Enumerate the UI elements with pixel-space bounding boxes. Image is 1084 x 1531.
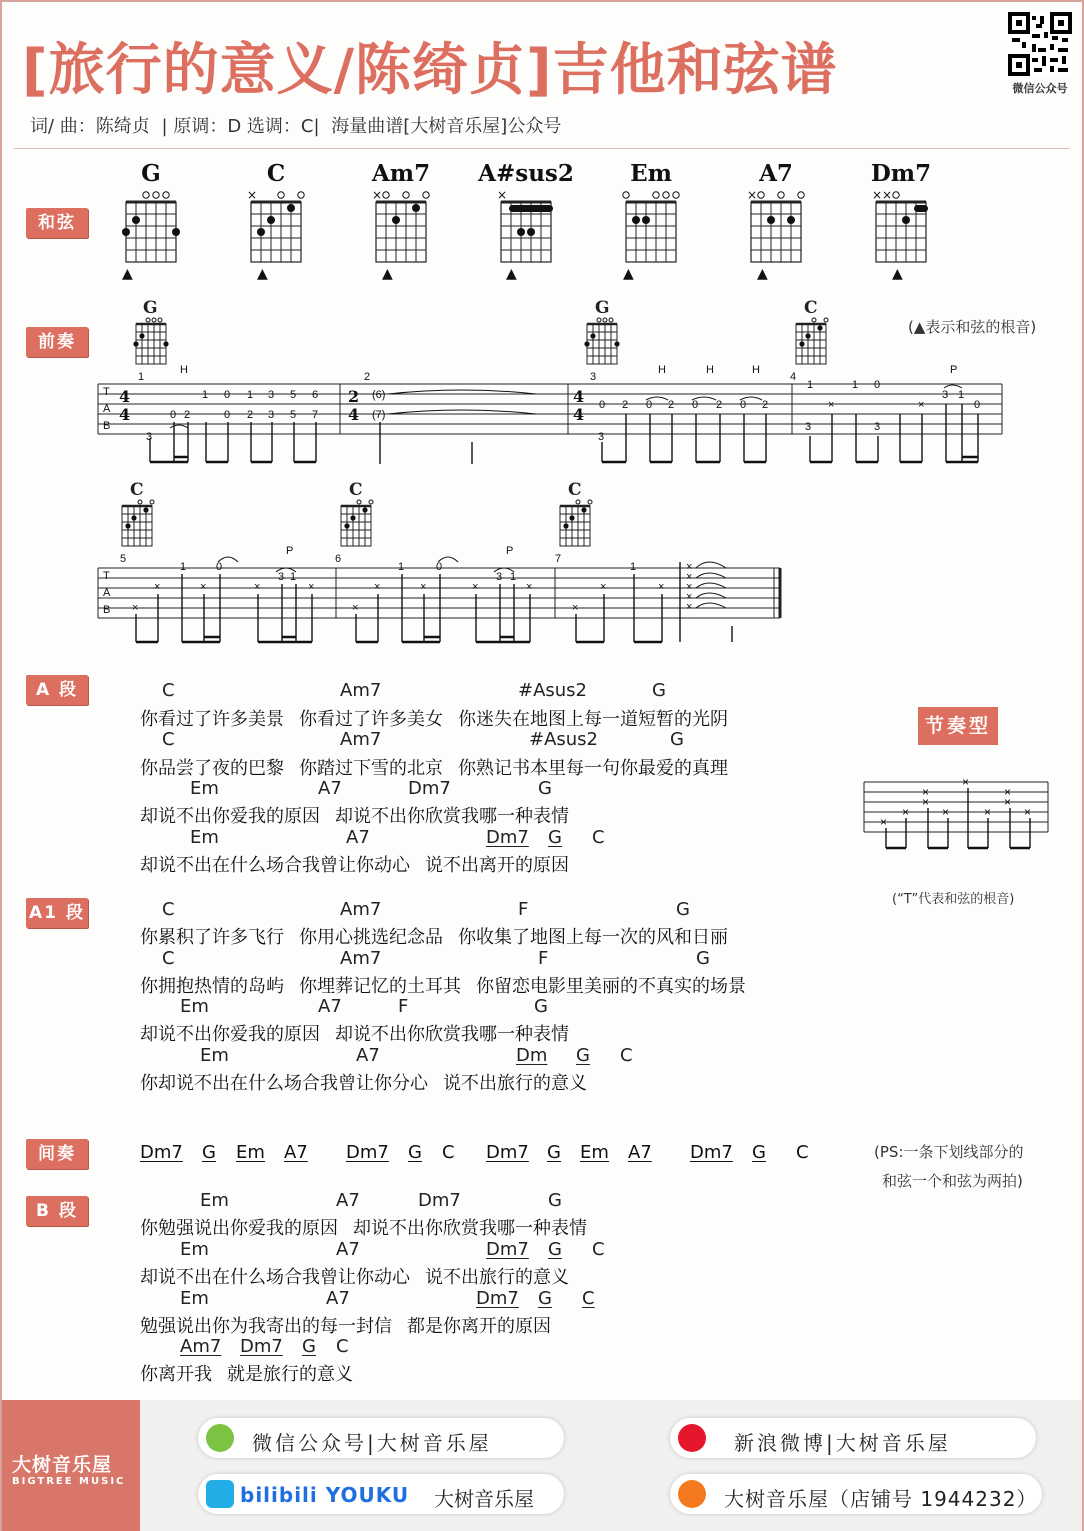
- lyric-line: 你品尝了夜的巴黎 你踏过下雪的北京 你熟记书本里每一句你最爱的真理: [140, 758, 729, 778]
- svg-text:P: P: [286, 545, 294, 557]
- svg-text:A: A: [103, 403, 111, 415]
- svg-text:0: 0: [740, 399, 747, 411]
- shop-link[interactable]: [670, 1474, 1042, 1514]
- chord-label: F: [538, 948, 549, 969]
- svg-text:×: ×: [686, 591, 693, 603]
- svg-text:×: ×: [922, 795, 930, 809]
- chord-label: Dm: [516, 1045, 548, 1066]
- svg-text:×: ×: [962, 775, 970, 789]
- chord-name: A#sus2: [478, 160, 574, 187]
- svg-text:T: T: [103, 386, 110, 398]
- time-sig: 4: [348, 405, 360, 424]
- weibo-icon: [678, 1424, 706, 1452]
- svg-text:×: ×: [374, 581, 381, 593]
- chord-label: Dm7: [486, 827, 529, 848]
- lyric-line: 你看过了许多美景 你看过了许多美女 你迷失在地图上每一道短暂的光阴: [140, 709, 729, 729]
- chord-label: Am7: [340, 729, 382, 750]
- svg-text:×: ×: [686, 571, 693, 583]
- brand-logo: [2, 1400, 140, 1531]
- chord-label: Em: [180, 1288, 209, 1309]
- measure-number: 5: [120, 553, 127, 565]
- chord-label: C: [162, 729, 175, 750]
- chord-label: G: [538, 778, 552, 799]
- qr-caption: 微信公众号: [1012, 82, 1068, 95]
- root-marker: ▲: [257, 266, 268, 282]
- svg-text:5: 5: [290, 389, 297, 401]
- chord-label: C: [582, 1288, 595, 1309]
- chord-label: Dm7: [486, 1142, 529, 1163]
- intro-chord-label: C: [804, 298, 818, 318]
- page-title: [旅行的意义/陈绮贞]吉他和弦谱: [22, 38, 838, 103]
- svg-text:H: H: [180, 364, 188, 376]
- lyric-line: 你拥抱热情的岛屿 你埋葬记忆的土耳其 你留恋电影里美丽的不真实的场景: [140, 976, 747, 996]
- svg-text:×: ×: [872, 188, 883, 202]
- chord-name: C: [266, 160, 286, 187]
- source-text: 海量曲谱[大树音乐屋]公众号: [331, 116, 562, 137]
- tab-chord-label: C: [349, 480, 363, 500]
- svg-text:2: 2: [668, 399, 675, 411]
- lyric-line: 你累积了许多飞行 你用心挑选纪念品 你收集了地图上每一次的风和日丽: [140, 927, 729, 947]
- svg-text:×: ×: [686, 561, 693, 573]
- svg-text:(7): (7): [372, 409, 386, 421]
- chord-label: G: [538, 1288, 552, 1309]
- section-label-a1: A1 段: [26, 898, 88, 928]
- chord-label: #Asus2: [529, 729, 599, 750]
- svg-text:0: 0: [216, 561, 223, 573]
- chord-name: Dm7: [870, 160, 932, 187]
- video-name-text: 大树音乐屋: [434, 1487, 534, 1511]
- chord-label: Am7: [340, 899, 382, 920]
- svg-text:×: ×: [420, 581, 427, 593]
- tab-chord-label: C: [568, 480, 582, 500]
- chord-name: Am7: [371, 160, 431, 187]
- svg-text:×: ×: [922, 785, 930, 799]
- svg-text:×: ×: [572, 602, 579, 614]
- svg-text:×: ×: [472, 581, 479, 593]
- svg-text:3: 3: [146, 431, 153, 443]
- svg-text:1: 1: [852, 379, 859, 391]
- root-marker: ▲: [623, 266, 634, 282]
- tab-chord-label: C: [130, 480, 144, 500]
- ps-note: [874, 1138, 1064, 1196]
- svg-text:3: 3: [874, 421, 881, 433]
- lyric-line: 却说不出在什么场合我曾让你动心 说不出离开的原因: [140, 855, 570, 875]
- chord-label: Em: [200, 1045, 229, 1066]
- intro-chord-label: G: [143, 298, 158, 318]
- chord-label: A7: [318, 996, 342, 1017]
- chord-label: G: [548, 827, 562, 848]
- svg-text:3: 3: [268, 409, 275, 421]
- svg-text:1: 1: [290, 571, 297, 583]
- chord-label: A7: [336, 1190, 360, 1211]
- root-marker: ▲: [757, 266, 768, 282]
- svg-text:×: ×: [497, 188, 508, 202]
- chord-label: Dm7: [240, 1336, 283, 1357]
- svg-text:0: 0: [974, 399, 981, 411]
- svg-text:×: ×: [200, 581, 207, 593]
- chord-label: C: [620, 1045, 633, 1066]
- shop-text: 大树音乐屋（店铺号 1944232）: [724, 1487, 1038, 1511]
- svg-text:×: ×: [658, 581, 665, 593]
- measure-number: 1: [138, 371, 145, 383]
- svg-text:0: 0: [170, 409, 177, 421]
- svg-text:2: 2: [184, 409, 191, 421]
- chord-label: A7: [326, 1288, 350, 1309]
- svg-text:0: 0: [599, 399, 606, 411]
- t-note: (“T”代表和弦的根音): [892, 892, 1015, 907]
- time-sig: 4: [573, 387, 585, 406]
- chord-label: G: [548, 1190, 562, 1211]
- lyric-line: 却说不出在什么场合我曾让你动心 说不出旅行的意义: [140, 1267, 570, 1287]
- svg-text:6: 6: [312, 389, 319, 401]
- lyric-line: 勉强说出你为我寄出的每一封信 都是你离开的原因: [140, 1316, 552, 1336]
- svg-text:1: 1: [630, 561, 637, 573]
- section-label-a: A 段: [26, 675, 88, 705]
- chord-label: Em: [180, 996, 209, 1017]
- svg-text:1: 1: [247, 389, 254, 401]
- footer: [2, 1400, 1082, 1531]
- svg-text:2: 2: [716, 399, 723, 411]
- chord-label: G: [202, 1142, 216, 1163]
- lyric-line: 你勉强说出你爱我的原因 却说不出你欣赏我哪一种表情: [140, 1218, 588, 1238]
- svg-text:×: ×: [1024, 805, 1032, 819]
- root-marker: ▲: [506, 266, 517, 282]
- chord-label: C: [162, 948, 175, 969]
- svg-text:×: ×: [686, 581, 693, 593]
- bilibili-icon: [206, 1480, 234, 1508]
- chord-label: Em: [190, 827, 219, 848]
- chord-label: G: [548, 1239, 562, 1260]
- logo-text: 大树音乐屋: [12, 1454, 113, 1476]
- chord-label: Dm7: [476, 1288, 519, 1309]
- svg-text:0: 0: [436, 561, 443, 573]
- chord-label: Dm7: [486, 1239, 529, 1260]
- logo-subtext: BIGTREE MUSIC: [12, 1476, 126, 1487]
- chord-label: G: [652, 680, 666, 701]
- chord-label: Am7: [340, 948, 382, 969]
- svg-text:×: ×: [747, 188, 758, 202]
- svg-text:0: 0: [646, 399, 653, 411]
- chord-label: G: [676, 899, 690, 920]
- time-sig: 4: [119, 405, 131, 424]
- chord-label: C: [592, 827, 605, 848]
- ps-note-line: 和弦一个和弦为两拍): [882, 1172, 1023, 1190]
- svg-text:×: ×: [526, 581, 533, 593]
- svg-text:0: 0: [224, 389, 231, 401]
- svg-text:×: ×: [902, 805, 910, 819]
- svg-text:1: 1: [807, 379, 814, 391]
- measure-number: 7: [555, 553, 562, 565]
- svg-text:B: B: [103, 604, 111, 616]
- svg-text:3: 3: [496, 571, 503, 583]
- chord-label: G: [408, 1142, 422, 1163]
- section-label-b: B 段: [26, 1196, 88, 1226]
- chord-name: G: [141, 160, 161, 187]
- svg-text:×: ×: [352, 602, 359, 614]
- weibo-link[interactable]: [670, 1418, 1036, 1458]
- svg-text:×: ×: [600, 581, 607, 593]
- svg-text:1: 1: [510, 571, 517, 583]
- chord-label: Em: [236, 1142, 265, 1163]
- intro-chord-label: G: [595, 298, 610, 318]
- svg-text:1: 1: [202, 389, 209, 401]
- key-text: | 原调：D 选调：C|: [161, 116, 320, 137]
- chord-label: G: [670, 729, 684, 750]
- lyric-line: 你却说不出在什么场合我曾让你分心 说不出旅行的意义: [140, 1073, 588, 1093]
- svg-text:0: 0: [874, 379, 881, 391]
- video-brands-text: bilibili YOUKU: [240, 1483, 410, 1507]
- svg-text:0: 0: [692, 399, 699, 411]
- svg-text:2: 2: [622, 399, 629, 411]
- chord-label: Dm7: [346, 1142, 389, 1163]
- wechat-text: 微信公众号|大树音乐屋: [252, 1431, 492, 1455]
- root-marker: ▲: [892, 266, 903, 282]
- taobao-icon: [678, 1480, 706, 1508]
- lyric-line: 却说不出你爱我的原因 却说不出你欣赏我哪一种表情: [140, 806, 570, 826]
- svg-text:×: ×: [132, 602, 139, 614]
- svg-text:×: ×: [984, 805, 992, 819]
- svg-text:3: 3: [805, 421, 812, 433]
- lyric-line: 却说不出你爱我的原因 却说不出你欣赏我哪一种表情: [140, 1024, 570, 1044]
- svg-text:×: ×: [154, 581, 161, 593]
- chord-label: G: [696, 948, 710, 969]
- chord-label: A7: [346, 827, 370, 848]
- root-marker: ▲: [122, 266, 133, 282]
- chord-label: Dm7: [408, 778, 451, 799]
- chord-label: A7: [284, 1142, 308, 1163]
- chord-label: Em: [200, 1190, 229, 1211]
- chord-label: A7: [356, 1045, 380, 1066]
- chord-label: A7: [628, 1142, 652, 1163]
- svg-text:×: ×: [308, 581, 315, 593]
- svg-text:×: ×: [1004, 785, 1012, 799]
- svg-text:×: ×: [247, 188, 258, 202]
- weibo-text: 新浪微博|大树音乐屋: [734, 1431, 951, 1455]
- svg-text:3: 3: [268, 389, 275, 401]
- ps-note-line: (PS:一条下划线部分的: [874, 1143, 1024, 1161]
- svg-text:1: 1: [958, 389, 965, 401]
- svg-text:2: 2: [247, 409, 254, 421]
- chord-label: C: [442, 1142, 455, 1163]
- measure-number: 4: [790, 371, 797, 383]
- measure-number: 3: [590, 371, 597, 383]
- chord-label: Em: [580, 1142, 609, 1163]
- chord-label: G: [547, 1142, 561, 1163]
- svg-text:×: ×: [1004, 795, 1012, 809]
- chord-label: Dm7: [140, 1142, 183, 1163]
- chord-label: G: [302, 1336, 316, 1357]
- svg-text:P: P: [506, 545, 514, 557]
- svg-text:×: ×: [882, 188, 893, 202]
- chord-label: C: [336, 1336, 349, 1357]
- chord-label: G: [752, 1142, 766, 1163]
- svg-text:1: 1: [180, 561, 187, 573]
- video-link[interactable]: [198, 1474, 564, 1514]
- chord-label: G: [534, 996, 548, 1017]
- svg-text:A: A: [103, 587, 111, 599]
- wechat-icon: [206, 1424, 234, 1452]
- svg-text:×: ×: [918, 399, 925, 411]
- svg-text:7: 7: [312, 409, 319, 421]
- svg-text:P: P: [950, 364, 958, 376]
- chord-label: C: [592, 1239, 605, 1260]
- svg-text:H: H: [752, 364, 760, 376]
- svg-text:1: 1: [398, 561, 405, 573]
- chord-label: Em: [190, 778, 219, 799]
- chord-label: A7: [336, 1239, 360, 1260]
- time-sig: 2: [348, 387, 360, 406]
- time-sig: 4: [119, 387, 131, 406]
- chord-label: Dm7: [690, 1142, 733, 1163]
- measure-number: 2: [364, 371, 371, 383]
- section-label-chords: 和弦: [26, 208, 88, 238]
- svg-text:×: ×: [828, 399, 835, 411]
- chord-label: G: [576, 1045, 590, 1066]
- svg-text:H: H: [658, 364, 666, 376]
- chord-label: Am7: [340, 680, 382, 701]
- svg-text:2: 2: [762, 399, 769, 411]
- chord-name: Em: [630, 160, 672, 187]
- section-label-interlude: 间奏: [26, 1139, 88, 1169]
- svg-text:×: ×: [880, 815, 888, 829]
- root-note: (▲表示和弦的根音): [908, 318, 1037, 336]
- svg-text:5: 5: [290, 409, 297, 421]
- chord-label: C: [796, 1142, 809, 1163]
- chord-label: A7: [318, 778, 342, 799]
- svg-text:×: ×: [254, 581, 261, 593]
- svg-text:3: 3: [942, 389, 949, 401]
- wechat-link[interactable]: [198, 1418, 564, 1458]
- svg-text:×: ×: [686, 601, 693, 613]
- chord-label: F: [518, 899, 529, 920]
- svg-text:×: ×: [942, 805, 950, 819]
- composer-text: 词/ 曲：陈绮贞: [30, 116, 150, 137]
- chord-label: C: [162, 899, 175, 920]
- chord-label: Dm7: [418, 1190, 461, 1211]
- section-label-intro: 前奏: [26, 327, 88, 357]
- svg-text:3: 3: [278, 571, 285, 583]
- chord-label: C: [162, 680, 175, 701]
- svg-text:(6): (6): [372, 389, 386, 401]
- measure-number: 6: [335, 553, 342, 565]
- svg-text:B: B: [103, 420, 111, 432]
- svg-text:0: 0: [224, 409, 231, 421]
- root-marker: ▲: [382, 266, 393, 282]
- svg-text:H: H: [706, 364, 714, 376]
- svg-text:×: ×: [372, 188, 383, 202]
- lyric-line: 你离开我 就是旅行的意义: [140, 1364, 354, 1384]
- svg-text:3: 3: [598, 431, 605, 443]
- chord-name: A7: [759, 160, 793, 187]
- svg-text:T: T: [103, 570, 110, 582]
- chord-label: #Asus2: [518, 680, 588, 701]
- time-sig: 4: [573, 405, 585, 424]
- chord-label: F: [398, 996, 409, 1017]
- chord-label: Am7: [180, 1336, 222, 1357]
- section-label-rhythm: 节奏型: [918, 707, 998, 745]
- chord-label: Em: [180, 1239, 209, 1260]
